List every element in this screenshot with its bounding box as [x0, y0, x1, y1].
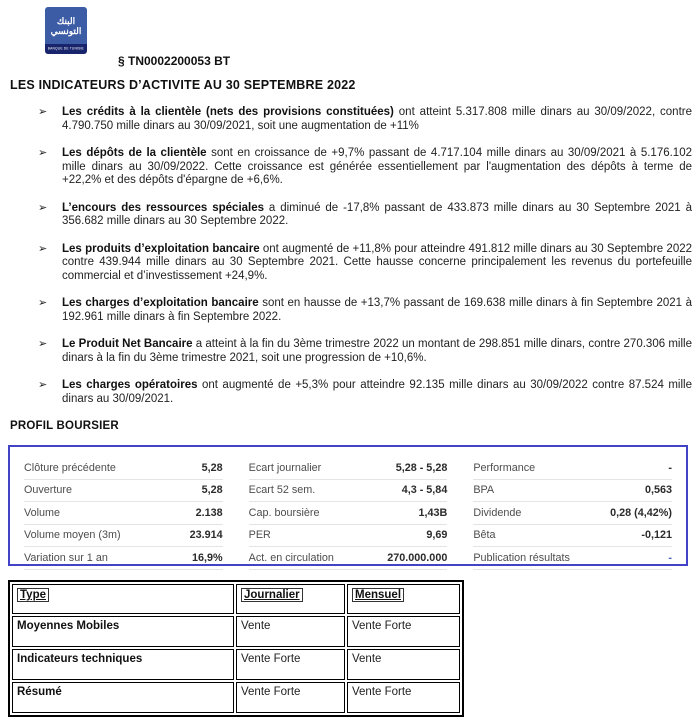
profil-cell [473, 480, 672, 503]
signal-journalier: Vente Forte [236, 649, 345, 680]
bank-logo-arabic [45, 7, 87, 44]
bullet-lead: Les crédits à la clientèle (nets des provisions constituées) [62, 106, 394, 118]
bank-logo [45, 7, 87, 54]
column-header-type: Type [17, 588, 49, 602]
profil-value: 0,28 (4,42%) [610, 506, 672, 519]
profil-cell [473, 502, 672, 525]
profil-value: 1,43B [418, 506, 448, 519]
bullet-lead: Le Produit Net Bancaire [62, 338, 193, 350]
signal-mensuel: Vente [347, 649, 460, 680]
bullet-arrow-icon: ➢ [38, 106, 48, 118]
page-title: LES INDICATEURS D’ACTIVITE AU 30 SEPTEMBRE 2022 [10, 78, 356, 92]
bullet-lead: Les dépôts de la clientèle [62, 147, 207, 159]
profil-value: 0,563 [644, 484, 672, 497]
signals-table [8, 580, 464, 717]
bullet-lead: Les charges d’exploitation bancaire [62, 297, 259, 309]
bank-logo-band [45, 44, 87, 54]
profil-label: PER [248, 529, 271, 542]
profil-label: Variation sur 1 an [24, 551, 108, 564]
bullet-text: sont en hausse de +13,7% passant de 169.638 mille dinars à fin Septembre 2021 à 192.961 mille dinars à fin Septembre 2022. [62, 297, 693, 323]
table-row [12, 616, 460, 647]
profil-cell [24, 502, 223, 525]
profil-cell [249, 457, 448, 480]
profil-label: Act. en circulation [248, 551, 334, 564]
bullet-arrow-icon: ➢ [38, 201, 48, 214]
profil-cell [249, 525, 448, 548]
profil-label: BPA [473, 484, 495, 497]
profil-cell [473, 547, 672, 570]
bullet-text: ont augmenté de +5,3% pour atteindre 92.135 mille dinars au 30/09/2022 contre 87.524 mille dinars au 30/09/2021. [62, 379, 692, 405]
profil-label: Ouverture [24, 484, 73, 497]
bullet-text: a atteint à la fin du 3ème trimestre 2022 un montant de 298.851 mille dinars, contre 270.306 mille dinars à la fin du 3ème trimestre 2021, soit une progression de +10,6%. [62, 338, 692, 364]
table-header-row [12, 584, 460, 614]
profil-cell [249, 502, 448, 525]
list-item [38, 243, 692, 284]
profil-label: Dividende [473, 506, 522, 519]
signal-mensuel: Vente Forte [347, 682, 460, 713]
signal-type: Indicateurs techniques [12, 649, 234, 680]
profil-value: 5,28 [201, 484, 223, 497]
profil-value: - [668, 551, 672, 564]
list-item [38, 297, 692, 324]
indicators-list [38, 106, 692, 420]
bullet-lead: L’encours des ressources spéciales [62, 201, 265, 214]
signal-journalier: Vente Forte [236, 682, 345, 713]
profil-value: -0,121 [641, 529, 672, 542]
profil-label: Volume [24, 506, 61, 519]
profil-cell [24, 457, 223, 480]
profil-value: 16,9% [192, 551, 223, 564]
bullet-text: ont augmenté de +11,8% pour atteindre 491.812 mille dinars au 30 Septembre 2022 contre 439.944 mille dinars au 30 Septembre 2021. Cette hausse concerne principalement les revenus du portefeuille commercial et d’investissement +24,9%. [62, 242, 693, 282]
table-row [12, 649, 460, 680]
list-item [38, 106, 692, 133]
profil-value: 4,3 - 5,84 [401, 484, 448, 497]
profil-label: Bêta [473, 529, 496, 542]
bullet-arrow-icon: ➢ [38, 338, 48, 350]
bank-logo-arabic-line2: التونسي [50, 25, 82, 36]
profil-value: 270.000.000 [387, 551, 448, 564]
profil-label: Performance [473, 461, 536, 474]
bullet-arrow-icon: ➢ [38, 297, 48, 309]
profil-boursier-table [8, 445, 688, 566]
bullet-arrow-icon: ➢ [38, 147, 48, 159]
bank-logo-band-text: BANQUE DE TUNISIE [47, 47, 85, 51]
profil-label: Ecart journalier [248, 461, 322, 474]
profil-label: Publication résultats [473, 551, 570, 564]
profil-cell [473, 457, 672, 480]
signal-type: Moyennes Mobiles [12, 616, 234, 647]
profil-value: 9,69 [426, 529, 448, 542]
list-item [38, 147, 692, 188]
profil-cell [24, 480, 223, 503]
signal-type: Résumé [12, 682, 234, 713]
bullet-text: sont en croissance de +9,7% passant de 4.717.104 mille dinars au 30/09/2021 à 5.176.102 mille dinars au 30/09/2022. Cette croissance est générée essentiellement par l'augmentation des dépôts à terme de +22,2% et des dépôts d'épargne de +6,6%. [62, 147, 692, 186]
profil-value: 23.914 [189, 529, 223, 542]
column-header-mensuel: Mensuel [352, 588, 404, 602]
signal-mensuel: Vente Forte [347, 616, 460, 647]
table-row [12, 682, 460, 713]
bullet-arrow-icon: ➢ [38, 242, 48, 255]
isin-line: § TN0002200053 BT [118, 54, 231, 68]
bullet-text: a diminué de -17,8% passant de 433.873 mille dinars au 30 Septembre 2021 à 356.682 mille dinars au 30 Septembre 2022. [62, 201, 692, 227]
list-item [38, 338, 692, 365]
bank-logo-arabic-line1: البنك [56, 15, 76, 26]
bullet-lead: Les charges opératoires [62, 379, 198, 391]
list-item [38, 202, 692, 229]
list-item [38, 379, 692, 406]
profil-label: Cap. boursière [248, 506, 320, 519]
profil-cell [249, 547, 448, 570]
profil-value: 5,28 - 5,28 [395, 461, 448, 474]
profil-cell [24, 525, 223, 548]
profil-value: 5,28 [201, 461, 223, 474]
profil-label: Volume moyen (3m) [24, 529, 121, 542]
bullet-arrow-icon: ➢ [38, 379, 48, 391]
profil-cell [249, 480, 448, 503]
profil-value: 2.138 [195, 506, 223, 519]
profil-cell [24, 547, 223, 570]
bullet-text: ont atteint 5.317.808 mille dinars au 30/09/2022, contre 4.790.750 mille dinars au 30/09/2021, soit une augmentation de +11% [62, 106, 692, 132]
profil-label: Clôture précédente [24, 461, 116, 474]
profil-cell [473, 525, 672, 548]
profil-value: - [668, 461, 672, 474]
bullet-lead: Les produits d’exploitation bancaire [62, 242, 260, 255]
profil-boursier-title: PROFIL BOURSIER [10, 420, 119, 432]
profil-label: Ecart 52 sem. [248, 484, 316, 497]
column-header-journalier: Journalier [241, 588, 303, 602]
signal-journalier: Vente [236, 616, 345, 647]
